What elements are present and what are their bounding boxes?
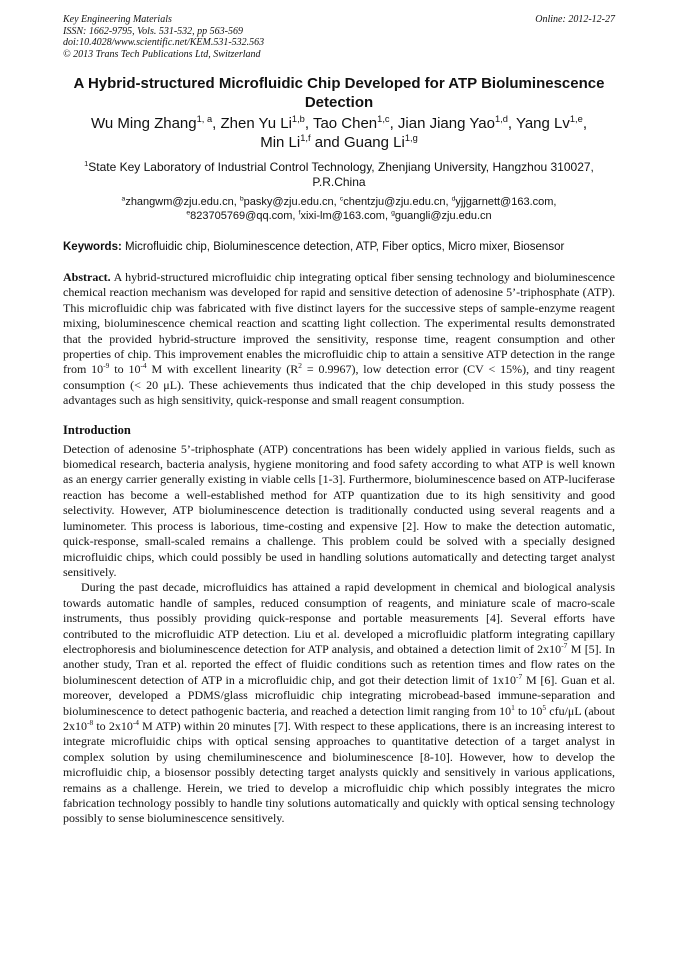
abstract: Abstract. A hybrid-structured microfluidic chip integrating optical fiber sensing technology and bioluminescence chemical reaction mechanism was developed for rapid and sensitive detection of adenosine 5’-triphosphate (ATP). This microfluidic chip was fabricated with five distinct layers for the successive steps of sample-enzyme reagent mixing, bioluminescence chemical reaction and scatting light collection. The experimental results demonstrated that the provided hybrid-structure improved the sensitivity, response time, reagent consumption and other properties of chip. This improvement enables the microfluidic chip to attain a sensitive ATP detection in the range from $10^{-9}$ to $10^{-4}$ M with excellent linearity $(R^2 = 0.9967)$, low detection error (CV < 15%), and tiny reagent consumption (< 20 μL). These achievements thus indicated that the chip developed in this study possess the advantages such as high sensitivity, quick-response and small reagent consumption. bbox=[63, 270, 615, 408]
journal-doi: doi:10.4028/www.scientific.net/KEM.531-532.563 bbox=[63, 37, 265, 48]
author-superscript: 1,f bbox=[300, 133, 311, 143]
intro-paragraph-1: Detection of adenosine 5’-triphosphate (ATP) concentrations has been widely applied in various fields, such as biomedical research, bacteria analysis, hygiene monitoring and food safety according to what ATP is well known as an energy carrier generally existing in viable cells [1-3]. Furthermore, bioluminescence based on ATP-luciferase reaction has become a well-established method for ATP quantization due to its high sensitivity and good selectivity. However, ATP bioluminescence detection is traditionally conducted using several reagents and a luminometer. This process is laborious, time-costing and expensive [2]. How to make the detection automatic, quick-response, small-scaled remains a challenge. This problem could be solved with a specially designed microfluidic chips, which could possibly be used in handling solutions automatically and detecting target analyst sensitively. bbox=[63, 441, 615, 579]
author-name: Yang Lv bbox=[515, 115, 570, 132]
keywords bbox=[63, 240, 615, 255]
abstract-label: Abstract. bbox=[63, 270, 111, 284]
email-address: zhangwm@zju.edu.cn bbox=[125, 196, 234, 208]
affiliation bbox=[63, 160, 615, 190]
author-name: Jian Jiang Yao bbox=[397, 115, 495, 132]
affiliation-text: State Key Laboratory of Industrial Control Technology, Zhenjiang University, Hangzhou 310027, P.R.China bbox=[88, 160, 594, 189]
journal-name: Key Engineering Materials bbox=[63, 14, 172, 25]
author-superscript: 1,c bbox=[377, 114, 390, 124]
author-name: Zhen Yu Li bbox=[220, 115, 292, 132]
email-list: $^a$zhangwm@zju.edu.cn, $^b$pasky@zju.edu.cn, $^c$chentzju@zju.edu.cn, $^d$yjjgarnett@163.com, $^e$823705769@qq.com, $^f$xixi-lm@163.com, $^g$guangli@zju.edu.cn bbox=[121, 195, 557, 222]
author-name: Wu Ming Zhang bbox=[91, 115, 197, 132]
author-superscript: 1,b bbox=[291, 114, 305, 124]
paper-page bbox=[63, 14, 615, 827]
paper-title: A Hybrid-structured Microfluidic Chip Developed for ATP Bioluminescence Detection bbox=[73, 75, 605, 111]
author-superscript: 1,d bbox=[494, 114, 508, 124]
email-address: xixi-lm@163.com bbox=[300, 210, 385, 222]
author-name: Tao Chen bbox=[312, 115, 378, 132]
email-address: yjjgarnett@163.com bbox=[455, 196, 554, 208]
author-list: Wu Ming Zhang$^{1, a}$, Zhen Yu Li$^{1,b}$, Tao Chen$^{1,c}$, Jian Jiang Yao$^{1,d}$, Yang Lv$^{1,e}$, Min Li$^{1,f}$ and Guang Li$^{1,g}$ bbox=[91, 114, 587, 151]
email-address: pasky@zju.edu.cn bbox=[243, 196, 334, 208]
section-heading-introduction: Introduction bbox=[63, 422, 131, 437]
email-address: guangli@zju.edu.cn bbox=[394, 210, 492, 222]
keywords-text: Microfluidic chip, Bioluminescence detection, ATP, Fiber optics, Micro mixer, Biosensor bbox=[125, 241, 565, 253]
journal-issn: ISSN: 1662-9795, Vols. 531-532, pp 563-569 bbox=[63, 25, 243, 37]
email-address: chentzju@zju.edu.cn bbox=[343, 196, 446, 208]
online-date: Online: 2012-12-27 bbox=[535, 14, 615, 25]
author-name: Min Li bbox=[260, 134, 301, 151]
author-name: Guang Li bbox=[343, 134, 405, 151]
keywords-label: Keywords: bbox=[63, 241, 122, 253]
affiliation-superscript: 1 bbox=[84, 159, 89, 168]
author-superscript: 1,e bbox=[569, 114, 583, 124]
email-address: 823705769@qq.com bbox=[190, 210, 293, 222]
intro-paragraph-2: During the past decade, microfluidics has attained a rapid development in chemical and biological analysis towards automatic handle of samples, reduced consumption of reagents, and miniature scale of macro-scale instruments, thus possibly providing quick-response and portable measurements [4]. Several efforts have contributed to the microfluidic ATP detection. Liu et al. developed a microfluidic platform integrating capillary electrophoresis and bioluminescence detection for ATP analysis, and obtained a detection limit of $2x10^{-7}$ M [5]. In another study, Tran et al. reported the effect of fluidic conditions such as retention times and flow rates on the bioluminescent detection of ATP in a microfluidic chip, and got their detection limit of $1x10^{-7}$ M [6]. Guan et al. moreover, developed a PDMS/glass microfluidic chip integrating microbead-based immune-separation and bioluminescence to detect pathogenic bacteria, and reached a detection limit ranging from $10^1$ to $10^5$ cfu/μL (about $2x10^{-8}$ to $2x10^{-4}$ M ATP) within 20 minutes [7]. With respect to these applications, there is an increasing interest to integrate microfluidic chips with optical sensing approaches to quantitative detection of a target analyst in complex solution by using chemiluminescence and bioluminescence [8-10]. However, how to develop the microfluidic chip, a biosensor possibly detecting target analysts quickly and sensitively in various applications, remains as a challenge. Herein, we tried to develop a microfluidic chip which possibly integrates the micro fabrication technology possibly to handle tiny solutions automatically and quickly with optical sensing technology possibly to sense bioluminescence sensitively. bbox=[63, 580, 615, 826]
journal-copyright: © 2013 Trans Tech Publications Ltd, Switzerland bbox=[63, 48, 261, 60]
author-superscript: 1,g bbox=[404, 133, 418, 143]
author-superscript: 1, a bbox=[196, 114, 213, 124]
journal-header bbox=[63, 14, 615, 60]
